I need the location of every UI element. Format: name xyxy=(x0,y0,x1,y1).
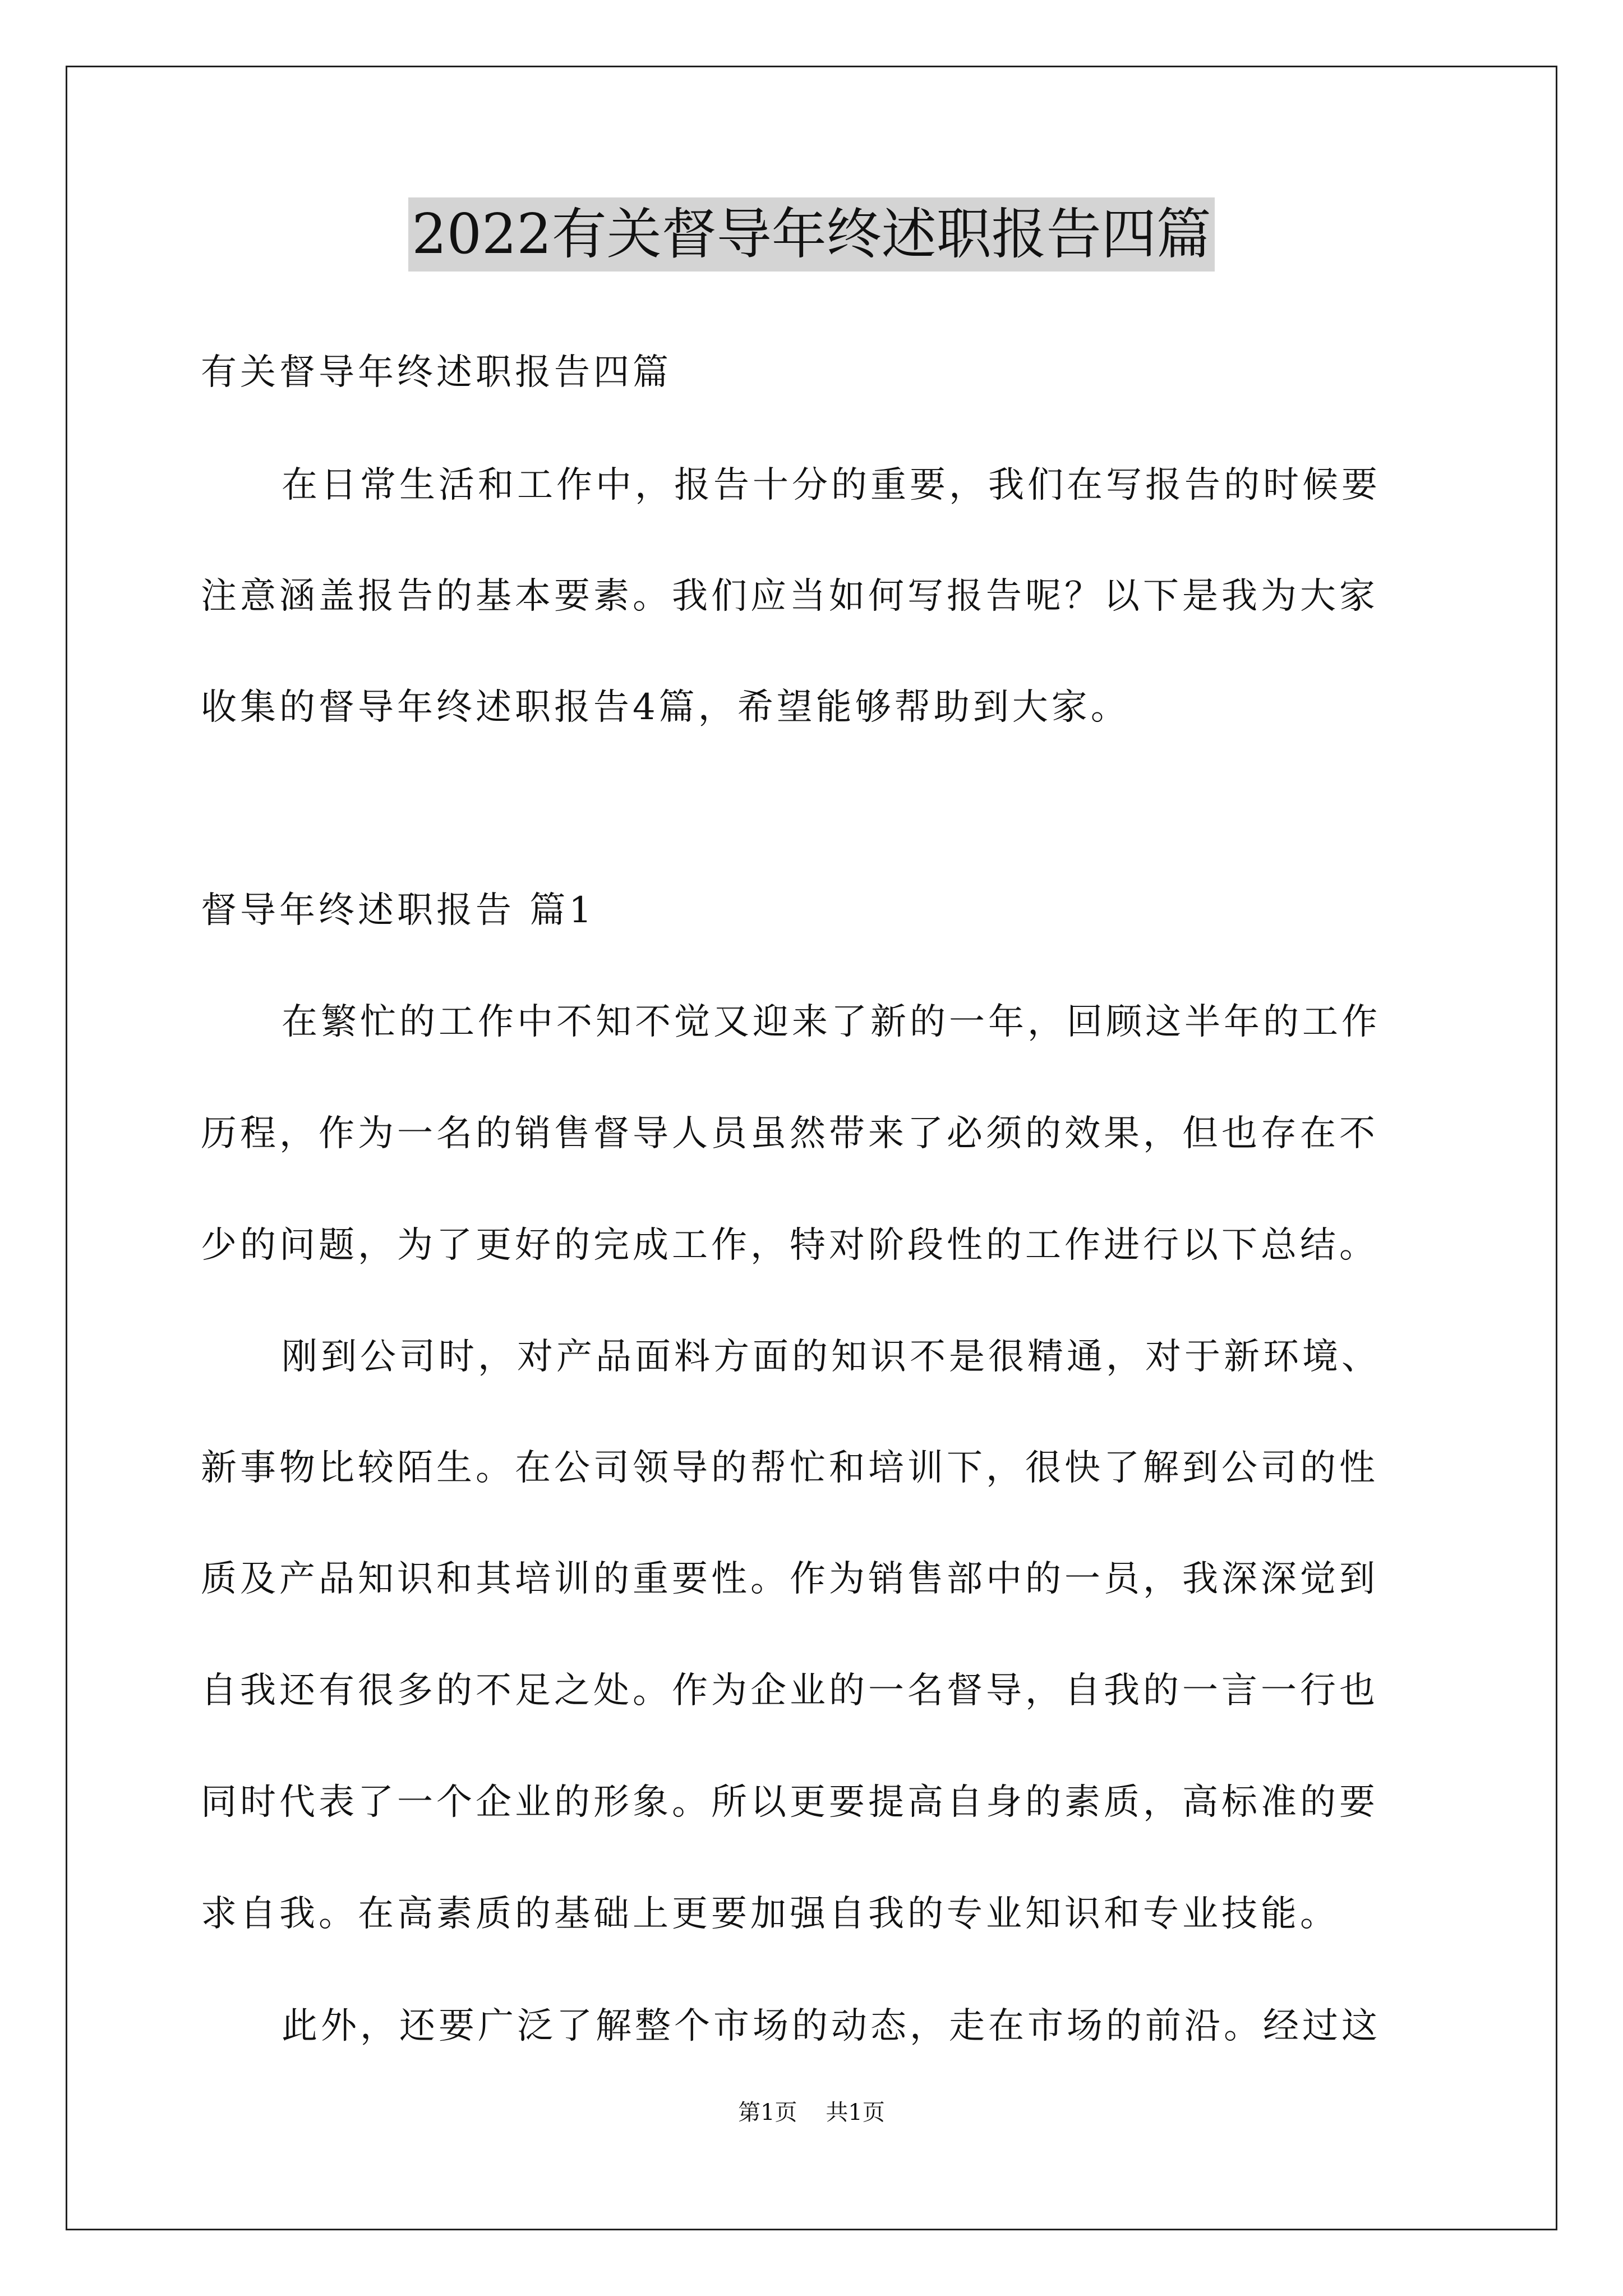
intro-line-1: 在日常生活和工作中，报告十分的重要，我们在写报告的时候要 xyxy=(282,464,1381,506)
body-line-10: 此外，还要广泛了解整个市场的动态，走在市场的前沿。经过这 xyxy=(282,2005,1381,2047)
title-container xyxy=(0,197,1623,272)
page-number-footer: 第1页 共1页 xyxy=(738,2100,885,2125)
document-subtitle: 有关督导年终述职报告四篇 xyxy=(201,352,672,393)
intro-line-2: 注意涵盖报告的基本要素。我们应当如何写报告呢？以下是我为大家 xyxy=(201,576,1378,617)
body-line-3: 少的问题，为了更好的完成工作，特对阶段性的工作进行以下总结。 xyxy=(201,1225,1378,1266)
body-line-8: 同时代表了一个企业的形象。所以更要提高自身的素质，高标准的要 xyxy=(201,1782,1378,1823)
body-line-6: 质及产品知识和其培训的重要性。作为销售部中的一员，我深深觉到 xyxy=(201,1558,1378,1600)
intro-line-3: 收集的督导年终述职报告4篇，希望能够帮助到大家。 xyxy=(201,687,1130,728)
body-line-9: 求自我。在高素质的基础上更要加强自我的专业知识和专业技能。 xyxy=(201,1893,1339,1935)
body-line-2: 历程，作为一名的销售督导人员虽然带来了必须的效果，但也存在不 xyxy=(201,1113,1378,1154)
body-line-1: 在繁忙的工作中不知不觉又迎来了新的一年，回顾这半年的工作 xyxy=(282,1001,1381,1043)
section-heading: 督导年终述职报告 篇1 xyxy=(201,890,596,931)
body-line-5: 新事物比较陌生。在公司领导的帮忙和培训下，很快了解到公司的性 xyxy=(201,1447,1378,1489)
document-title: 2022有关督导年终述职报告四篇 xyxy=(408,197,1214,272)
body-line-4: 刚到公司时，对产品面料方面的知识不是很精通，对于新环境、 xyxy=(282,1336,1381,1378)
body-line-7: 自我还有很多的不足之处。作为企业的一名督导，自我的一言一行也 xyxy=(201,1670,1378,1711)
